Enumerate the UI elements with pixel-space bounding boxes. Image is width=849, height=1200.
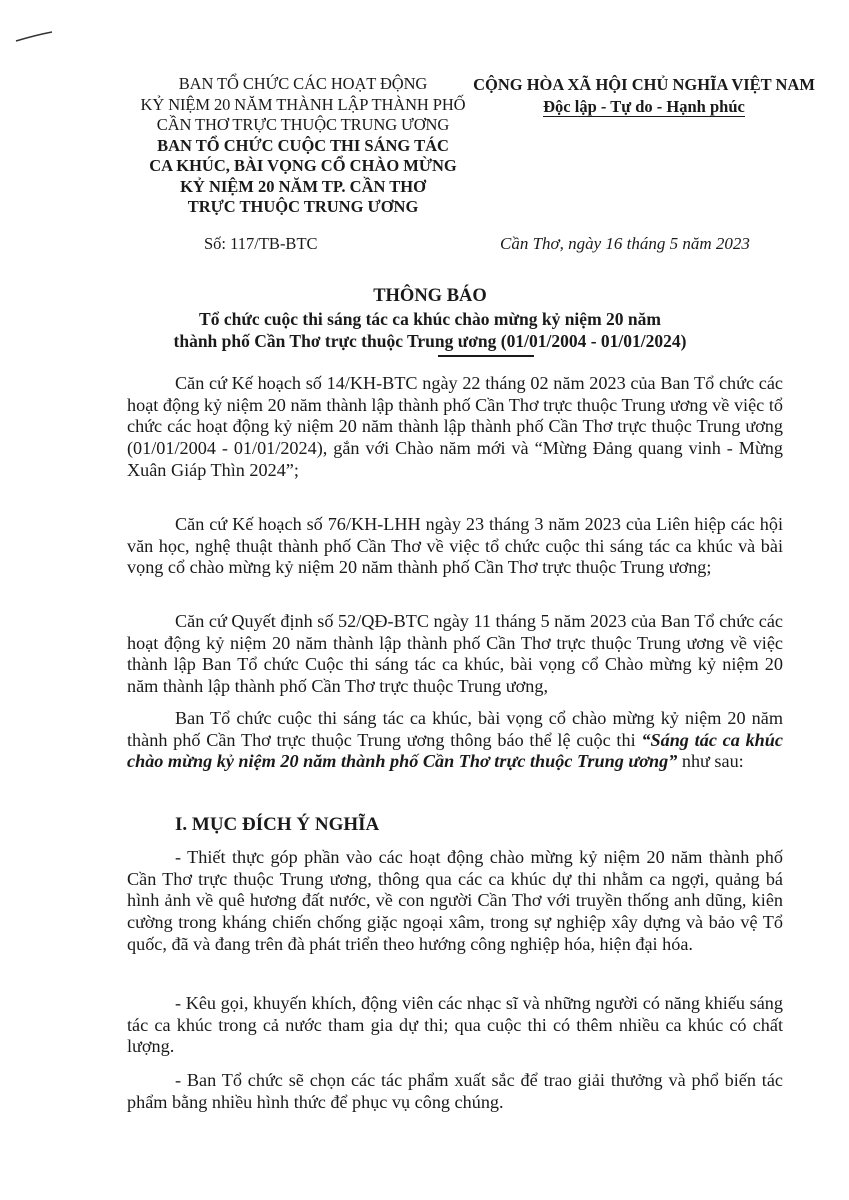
title-line: thành phố Cần Thơ trực thuộc Trung ương (01/01/2004 - 01/01/2024) bbox=[173, 331, 687, 351]
agency-line: BAN TỔ CHỨC CUỘC THI SÁNG TÁC bbox=[157, 135, 449, 155]
issuing-agency bbox=[78, 74, 528, 218]
agency-line: TRỰC THUỘC TRUNG ƯƠNG bbox=[187, 197, 419, 216]
document-title bbox=[80, 284, 780, 352]
agency-line: CẦN THƠ TRỰC THUỘC TRUNG ƯƠNG bbox=[156, 115, 450, 134]
title-heading: THÔNG BÁO bbox=[373, 286, 487, 306]
paragraph: Căn cứ Kế hoạch số 76/KH-LHH ngày 23 tháng 3 năm 2023 của Liên hiệp các hội văn học, nghệ thuật thành phố Cần Thơ về việc tổ chức cuộc thi sáng tác ca khúc và bài vọng cổ chào mừng kỷ niệm 20 năm thành phố Cần Thơ trực thuộc Trung ương; bbox=[127, 514, 783, 578]
national-header bbox=[468, 74, 820, 118]
pen-mark bbox=[14, 30, 54, 44]
paragraph: Căn cứ Kế hoạch số 14/KH-BTC ngày 22 tháng 02 năm 2023 của Ban Tổ chức các hoạt động kỷ niệm 20 năm thành lập thành phố Cần Thơ trực thuộc Trung ương về việc tổ chức các hoạt động kỷ niệm 20 năm thành lập thành phố Cần Thơ trực thuộc Trung ương (01/01/2004 - 01/01/2024), gắn với Chào năm mới và “Mừng Đảng quang vinh - Mừng Xuân Giáp Thìn 2024”; bbox=[127, 373, 783, 480]
title-underline bbox=[438, 355, 534, 357]
bullet-paragraph: - Kêu gọi, khuyến khích, động viên các nhạc sĩ và những người có năng khiếu sáng tác ca khúc trong cả nước tham gia dự thi; qua cuộc thi có thêm nhiều ca khúc có chất lượng. bbox=[127, 993, 783, 1057]
document-number: Số: 117/TB-BTC bbox=[204, 234, 318, 253]
agency-line: KỶ NIỆM 20 NĂM TP. CẦN THƠ bbox=[180, 176, 426, 196]
title-line: Tổ chức cuộc thi sáng tác ca khúc chào mừng kỷ niệm 20 năm bbox=[199, 309, 661, 329]
paragraph-text: như sau: bbox=[677, 751, 744, 772]
agency-line: CA KHÚC, BÀI VỌNG CỔ CHÀO MỪNG bbox=[149, 156, 457, 175]
bullet-paragraph: - Thiết thực góp phần vào các hoạt động chào mừng kỷ niệm 20 năm thành phố Cần Thơ trực thuộc Trung ương, thông qua các ca khúc dự thi nhằm ca ngợi, quảng bá hình ảnh về quê hương đất nước, về con người Cần Thơ với truyền thống anh dũng, kiên cường trong kháng chiến chống giặc ngoại xâm, trong sự nghiệp xây dựng và bảo vệ Tổ quốc, đã và đang trên đà phát triển theo hướng công nghiệp hóa, hiện đại hóa. bbox=[127, 847, 783, 954]
contest-name: “Sáng tác ca khúc chào mừng kỷ niệm 20 năm thành phố Cần Thơ trực thuộc Trung ương” bbox=[127, 729, 783, 772]
paragraph: Căn cứ Quyết định số 52/QĐ-BTC ngày 11 tháng 5 năm 2023 của Ban Tổ chức các hoạt động kỷ niệm 20 năm thành lập thành phố Cần Thơ trực thuộc Trung ương về việc thành lập Ban Tổ chức Cuộc thi sáng tác ca khúc, bài vọng cổ Chào mừng kỷ niệm 20 năm thành lập thành phố Cần Thơ trực thuộc Trung ương, bbox=[127, 611, 783, 697]
paragraph-text: Ban Tổ chức cuộc thi sáng tác ca khúc, bài vọng cổ chào mừng kỷ niệm 20 năm thành phố Cần Thơ trực thuộc Trung ương thông báo thể lệ cuộc thi bbox=[127, 708, 783, 750]
agency-line: BAN TỔ CHỨC CÁC HOẠT ĐỘNG bbox=[178, 74, 428, 93]
national-motto: Độc lập - Tự do - Hạnh phúc bbox=[543, 97, 745, 116]
section-heading: I. MỤC ĐÍCH Ý NGHĨA bbox=[175, 814, 380, 835]
agency-line: KỶ NIỆM 20 NĂM THÀNH LẬP THÀNH PHỐ bbox=[140, 94, 466, 114]
document-date: Cần Thơ, ngày 16 tháng 5 năm 2023 bbox=[500, 234, 750, 253]
nation-name: CỘNG HÒA XÃ HỘI CHỦ NGHĨA VIỆT NAM bbox=[473, 75, 815, 94]
paragraph bbox=[127, 708, 783, 773]
bullet-paragraph: - Ban Tổ chức sẽ chọn các tác phẩm xuất sắc để trao giải thưởng và phổ biến tác phẩm bằng nhiều hình thức để phục vụ công chúng. bbox=[127, 1070, 783, 1112]
